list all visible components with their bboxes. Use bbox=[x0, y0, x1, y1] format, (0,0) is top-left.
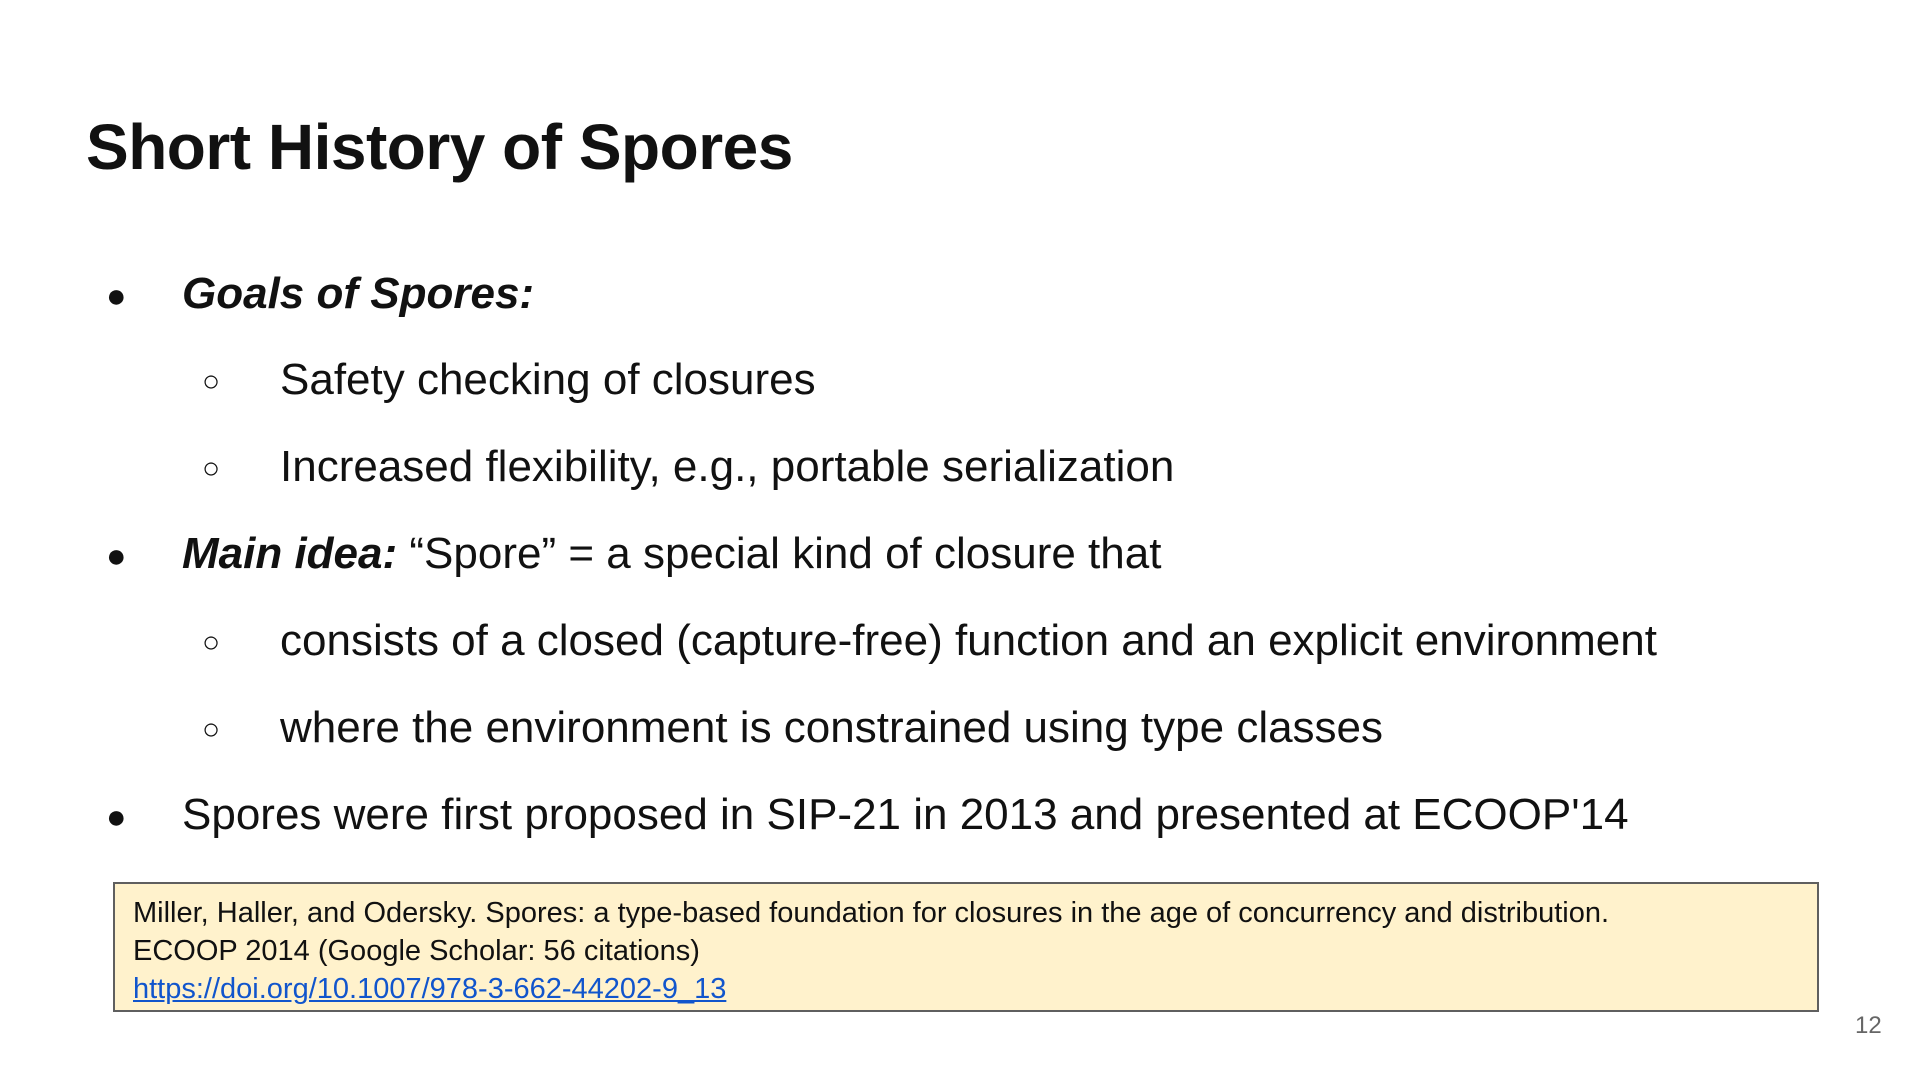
bullet-marker-filled: ● bbox=[106, 537, 127, 575]
sub-bullet-consists: consists of a closed (capture-free) function and an explicit environment bbox=[280, 616, 1657, 665]
bullet-goals-label: Goals of Spores: bbox=[182, 269, 535, 318]
bullet-goals bbox=[182, 266, 534, 322]
reference-doi-link[interactable]: https://doi.org/10.1007/978-3-662-44202-9_13 bbox=[133, 973, 727, 1005]
bullet-main-idea bbox=[182, 526, 1161, 582]
bullet-marker-hollow: ○ bbox=[202, 626, 221, 659]
bullet-main-idea-text: “Spore” = a special kind of closure that bbox=[397, 529, 1162, 578]
bullet-marker-hollow: ○ bbox=[202, 713, 221, 746]
bullet-first-proposed: Spores were first proposed in SIP-21 in 2013 and presented at ECOOP'14 bbox=[182, 790, 1629, 839]
sub-bullet-flexibility: Increased flexibility, e.g., portable serialization bbox=[280, 442, 1175, 491]
reference-citation: Miller, Haller, and Odersky. Spores: a type-based foundation for closures in the age of concurrency and distribution. bbox=[133, 897, 1610, 929]
bullet-marker-filled: ● bbox=[106, 798, 127, 836]
sub-bullet-safety: Safety checking of closures bbox=[280, 355, 816, 404]
slide-title: Short History of Spores bbox=[86, 111, 793, 183]
reference-venue: ECOOP 2014 (Google Scholar: 56 citations) bbox=[133, 935, 700, 967]
page-number: 12 bbox=[1855, 1012, 1882, 1039]
bullet-marker-hollow: ○ bbox=[202, 452, 221, 485]
bullet-marker-hollow: ○ bbox=[202, 365, 221, 398]
bullet-main-idea-label: Main idea: bbox=[182, 529, 398, 578]
reference-box bbox=[113, 882, 1819, 1012]
bullet-marker-filled: ● bbox=[106, 277, 127, 315]
sub-bullet-environment: where the environment is constrained using type classes bbox=[280, 703, 1384, 752]
